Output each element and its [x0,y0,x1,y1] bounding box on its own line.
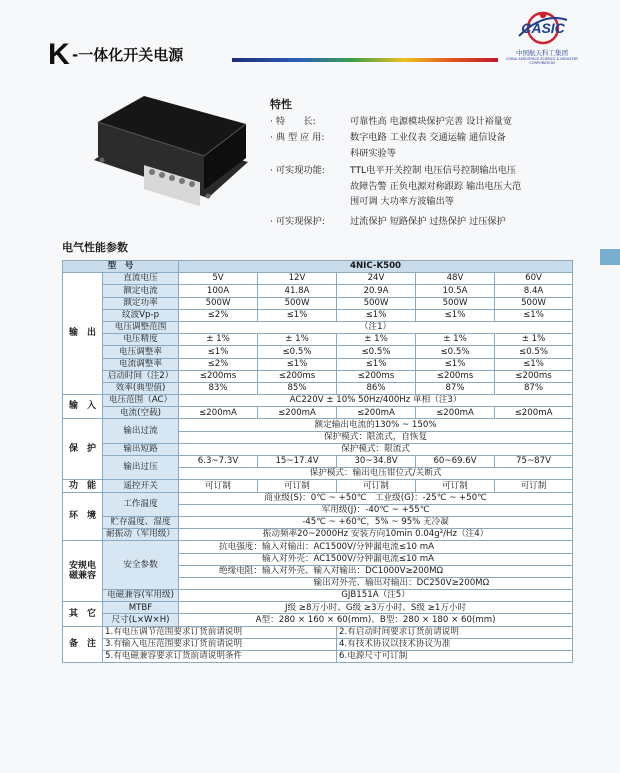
table-row [63,321,573,333]
cell: ≤1% [416,358,495,370]
note-cell: 2.有启动时间要求订货前请说明 [337,626,573,638]
feature-label: · 典 型 应 用: [270,132,325,143]
table-row [63,358,573,370]
table-row [63,346,573,358]
note-cell: 6.电源尺寸可订制 [337,651,573,663]
table-row [63,382,573,394]
cell: ≤1% [495,358,573,370]
row-label: 额定电流 [103,285,179,297]
row-label: 耐振动（军用级） [103,529,179,541]
model-label: 型 号 [63,261,179,273]
logo-wordmark: CASIC [521,20,565,36]
row-label: 电压范围（AC） [103,395,179,407]
feature-label: · 可实现保护: [270,216,325,227]
cell: 86% [337,382,416,394]
cell: 可订制 [495,480,573,492]
table-row [63,273,573,285]
table-row [63,492,573,504]
row-label: 尺寸(L×W×H) [103,614,179,626]
table-row [63,443,573,455]
logo-company-en: CHINA AEROSPACE SCIENCE & INDUSTRY CORPORATION [506,57,578,65]
cell: ≤200ms [416,370,495,382]
section-title: 电气性能参数 [62,241,128,254]
note-cell: 3.有输入电压范围要求订货前请说明 [103,638,337,650]
row-label: 效率(典型值) [103,382,179,394]
group-other: 其 它 [63,602,103,626]
cell: ≤1% [337,358,416,370]
row-label: 贮存温度、湿度 [103,516,179,528]
cell: 60V [495,273,573,285]
cell: 振动频率20~2000Hz 安装方向10min 0.04g²/Hz（注4） [179,529,573,541]
title-gradient-bar [232,58,498,62]
cell: 商业级(S)：0℃ ~ +50℃ 工业级(G)：-25℃ ~ +50℃ [179,492,573,504]
title-letter: K [48,38,70,71]
row-label: 输出短路 [103,443,179,455]
cell: ≤0.5% [258,346,337,358]
table-row [63,309,573,321]
group-notes: 备 注 [63,626,103,663]
table-row [63,651,573,663]
spec-table [62,260,573,663]
row-label: 电压调整率 [103,346,179,358]
cell: ≤2% [179,358,258,370]
cell: ≤0.5% [337,346,416,358]
cell: 500W [416,297,495,309]
cell: 75~87V [495,456,573,468]
table-row [63,334,573,346]
group-env: 环 境 [63,492,103,541]
cell: 5V [179,273,258,285]
cell: 41.8A [258,285,337,297]
cell: ± 1% [337,334,416,346]
cell: 85% [258,382,337,394]
table-row [63,541,573,553]
cell: ≤200ms [179,370,258,382]
power-supply-product-image [88,90,252,218]
cell: 保护模式：输出电压钳位式/关断式 [179,468,573,480]
cell: ≤1% [337,309,416,321]
table-row [63,480,573,492]
cell: 额定输出电流的130% ~ 150% [179,419,573,431]
cell: 保护模式：限流式，自恢复 [179,431,573,443]
group-input: 输 入 [63,395,103,419]
cell: ≤1% [179,346,258,358]
cell: AC220V ± 10% 50Hz/400Hz 单相（注3） [179,395,573,407]
cell: 可订制 [179,480,258,492]
cell: 保护模式：限流式 [179,443,573,455]
cell: 500W [337,297,416,309]
cell: 15~17.4V [258,456,337,468]
cell: 500W [258,297,337,309]
feature-item [270,214,506,230]
cell: 500W [495,297,573,309]
row-label: 输出过压 [103,456,179,480]
row-label: 安全参数 [103,541,179,590]
row-label: 额定功率 [103,297,179,309]
group-func: 功 能 [63,480,103,492]
table-row [63,419,573,431]
cell: ≤200mA [337,407,416,419]
feature-content: 数字电路 工业仪表 交通运输 通信设备 科研实验等 [350,132,506,159]
model-value: 4NIC-K500 [179,261,573,273]
cell: 军用级(J)：-40℃ ~ +55℃ [179,504,573,516]
cell: ≤200ms [337,370,416,382]
cell: 87% [495,382,573,394]
note-cell: 4.有技术协议以技术协议为准 [337,638,573,650]
cell: ≤1% [258,309,337,321]
feature-item [270,114,512,130]
row-label: 纹波Vp-p [103,309,179,321]
cell: 输入对外壳：AC1500V/分钟漏电流≤10 mA [179,553,573,565]
table-row [63,395,573,407]
cell: 87% [416,382,495,394]
table-row [63,285,573,297]
cell: 可订制 [258,480,337,492]
group-output: 输 出 [63,273,103,395]
cell: ≤200mA [258,407,337,419]
cell: -45℃ ~ +60℃，5% ~ 95% 无冷凝 [179,516,573,528]
group-safety: 安规电磁兼容 [63,541,103,602]
table-row [63,297,573,309]
cell: ≤200ms [495,370,573,382]
table-row [63,370,573,382]
cell: ≤0.5% [495,346,573,358]
feature-content: 过流保护 短路保护 过热保护 过压保护 [350,216,506,227]
row-label: 直流电压 [103,273,179,285]
table-row [63,590,573,602]
cell: 绝缘电阻：输入对外壳、输入对输出：DC1000V≥200MΩ [179,565,573,577]
cell: ≤0.5% [416,346,495,358]
cell: ± 1% [416,334,495,346]
cell: ± 1% [179,334,258,346]
cell: ≤200mA [179,407,258,419]
row-label: 工作温度 [103,492,179,516]
table-row [63,529,573,541]
cell: ≤200mA [416,407,495,419]
feature-label: · 特 长: [270,116,316,127]
table-row [63,602,573,614]
cell: 10.5A [416,285,495,297]
cell: 可订制 [337,480,416,492]
table-row [63,626,573,638]
logo-company-cn: 中国航天科工集团 [516,49,568,57]
table-row [63,614,573,626]
row-label: 电流(空载) [103,407,179,419]
cell: 输出对外壳、输出对输出：DC250V≥200MΩ [179,577,573,589]
cell: 24V [337,273,416,285]
cell: J级 ≥8万小时、G级 ≥3万小时、S级 ≥1万小时 [179,602,573,614]
table-row [63,516,573,528]
cell: 83% [179,382,258,394]
cell: ≤200mA [495,407,573,419]
row-label: 电压调整范围 [103,321,179,333]
cell: A型：280 × 160 × 60(mm)、B型：280 × 180 × 60(mm) [179,614,573,626]
cell: 48V [416,273,495,285]
feature-item [270,163,521,210]
cell: 100A [179,285,258,297]
features-title: 特性 [270,98,292,111]
page-title: -一体化开关电源 [72,46,184,64]
row-label: 遥控开关 [103,480,179,492]
row-label: 电流调整率 [103,358,179,370]
cell: 6.3~7.3V [179,456,258,468]
row-label: 电压精度 [103,334,179,346]
group-protect: 保 护 [63,419,103,480]
cell: 可订制 [416,480,495,492]
cell: ≤1% [258,358,337,370]
row-label: MTBF [103,602,179,614]
cell: GJB151A（注5） [179,590,573,602]
cell: 8.4A [495,285,573,297]
cell: ≤1% [416,309,495,321]
feature-label: · 可实现功能: [270,165,325,176]
table-row [63,638,573,650]
row-label: 启动时间（注2） [103,370,179,382]
cell: ≤1% [495,309,573,321]
cell: ≤200ms [258,370,337,382]
row-label: 电磁兼容(军用级) [103,590,179,602]
cell: ± 1% [495,334,573,346]
cell: 抗电强度：输入对输出：AC1500V/分钟漏电流≤10 mA [179,541,573,553]
cell: 20.9A [337,285,416,297]
cell: ± 1% [258,334,337,346]
cell: 60~69.6V [416,456,495,468]
side-tab-marker [600,249,620,265]
cell: ≤2% [179,309,258,321]
table-row [63,407,573,419]
note-cell: 1.有电压调节范围要求订货前请说明 [103,626,337,638]
feature-item [270,130,506,161]
cell: 500W [179,297,258,309]
cell: 30~34.8V [337,456,416,468]
cell: （注1） [179,321,573,333]
feature-content: 可靠性高 电源模块保护完善 设计裕量宽 [350,116,513,127]
cell: 12V [258,273,337,285]
note-cell: 5.有电磁兼容要求订货前请说明条件 [103,651,337,663]
feature-content: TTL电平开关控制 电压信号控制输出电压 故障告警 正负电源对称跟踪 输出电压大范 围可调 大功率方波输出等 [350,165,522,207]
table-row [63,261,573,273]
row-label: 输出过流 [103,419,179,443]
